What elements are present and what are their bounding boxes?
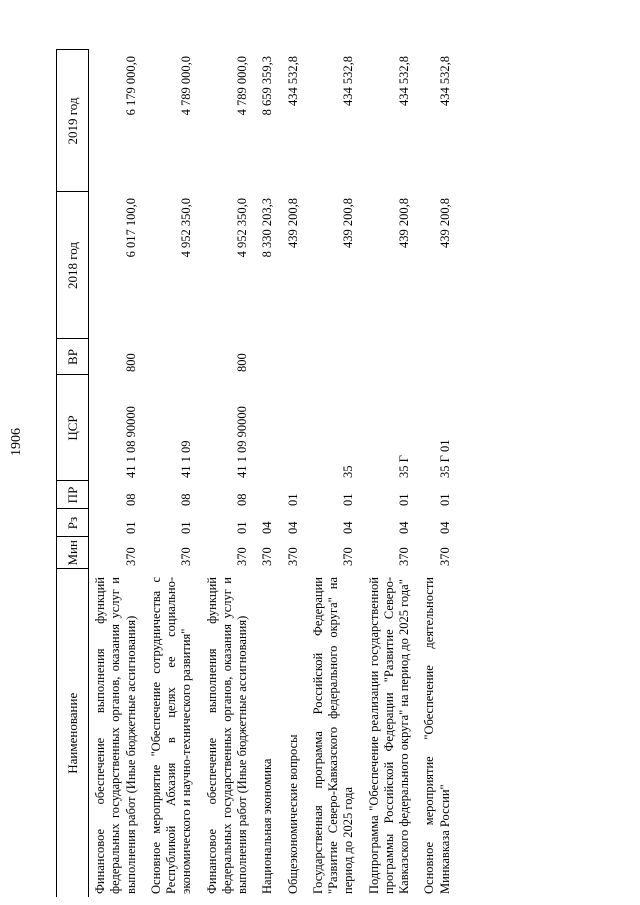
cell-vr [418,339,459,375]
cell-rz: 04 [397,521,411,534]
cell-rz: 04 [341,521,356,534]
cell-min: 370 [179,547,194,566]
cell-pr: 08 [179,493,194,506]
cell-rz: 01 [179,521,194,534]
table-row [282,50,307,897]
header-csr: ЦСР [57,375,89,481]
cell-csr [282,375,307,481]
table-row [256,50,281,897]
cell-min: 370 [341,547,356,566]
cell-vr: 800 [123,353,138,372]
cell-csr: 41 1 09 90000 [235,406,249,478]
cell-csr: 41 1 08 90000 [123,406,138,478]
cell-pr [256,481,281,509]
cell-2018: 439 200,8 [341,198,356,248]
cell-pr: 01 [437,493,452,506]
cell-min: 370 [285,547,300,566]
cell-name: Общеэкономические вопросы [285,734,300,894]
cell-2018: 439 200,8 [397,198,411,248]
cell-min: 370 [235,547,249,566]
cell-2018: 8 330 203,3 [260,198,275,258]
header-pr: ПР [57,481,89,509]
cell-vr [307,339,363,375]
cell-name: Подпрограмма "Обеспечение реализации государственной программы Российской Федерации "Развитие Северо-Кавказского федерального округа" на период до 2025 года" [366,577,411,894]
table-row [363,50,419,897]
cell-csr: 35 [341,465,356,478]
cell-rz: 04 [437,521,452,534]
cell-rz: 01 [123,521,138,534]
cell-2018: 4 952 350,0 [235,198,249,258]
cell-pr: 01 [285,493,300,506]
cell-name: Финансовое обеспечение выполнения функций федеральных государственных органов, оказания услуг и выполнения работ (Иные бюджетные ассигнования) [93,577,138,894]
table-row [145,50,201,897]
page-number: 1906 [9,428,24,456]
cell-pr: 08 [235,493,249,506]
cell-vr: 800 [235,353,249,372]
table-row [418,50,459,897]
cell-2019: 8 659 359,3 [260,56,275,116]
cell-min: 370 [123,547,138,566]
cell-2019: 6 179 000,0 [123,56,138,116]
header-rz: Рз [57,509,89,537]
cell-name: Финансовое обеспечение выполнения функций федеральных государственных органов, оказания услуг и выполнения работ (Иные бюджетные ассигнования) [204,577,249,894]
cell-name: Основное мероприятие "Обеспечение деятельности Минкавказа России" [422,577,452,894]
cell-min: 370 [397,547,411,566]
cell-csr: 41 1 09 [179,440,194,478]
table-row [89,50,145,897]
header-vr: ВР [57,339,89,375]
cell-min: 370 [260,547,275,566]
cell-rz: 04 [285,521,300,534]
cell-2019: 434 532,8 [437,56,452,106]
cell-name: Национальная экономика [260,758,275,894]
cell-2019: 434 532,8 [285,56,300,106]
cell-2018: 439 200,8 [437,198,452,248]
cell-vr [363,339,419,375]
header-2018: 2018 год [57,192,89,339]
cell-rz: 01 [235,521,249,534]
table-row [307,50,363,897]
cell-2018: 4 952 350,0 [179,198,194,258]
cell-vr [145,339,201,375]
cell-2018: 6 017 100,0 [123,198,138,258]
cell-csr: 35 Г 01 [437,439,452,478]
table-header-row [57,50,89,897]
table-row [201,50,257,897]
cell-2019: 434 532,8 [397,56,411,106]
cell-pr: 08 [123,493,138,506]
cell-pr: 01 [341,493,356,506]
cell-2019: 4 789 000,0 [235,56,249,116]
header-2019: 2019 год [57,50,89,192]
cell-name: Государственная программа Российской Федерации "Развитие Северо-Кавказского федерального округа" на период до 2025 года [310,577,356,894]
cell-2018: 439 200,8 [285,198,300,248]
cell-min: 370 [437,547,452,566]
cell-csr [256,375,281,481]
cell-name: Основное мероприятие "Обеспечение сотрудничества с Республикой Абхазия в целях ее социально-экономического и научно-технического развития" [148,577,194,894]
cell-pr: 01 [397,493,411,506]
cell-vr [282,339,307,375]
budget-table [56,50,459,898]
header-name: Наименование [57,569,89,897]
cell-rz: 04 [260,521,275,534]
cell-2019: 4 789 000,0 [179,56,194,116]
budget-table-rotated [56,50,596,897]
cell-csr: 35 Г [397,455,411,478]
cell-2019: 434 532,8 [341,56,356,106]
header-min: Мин [57,537,89,569]
cell-vr [256,339,281,375]
